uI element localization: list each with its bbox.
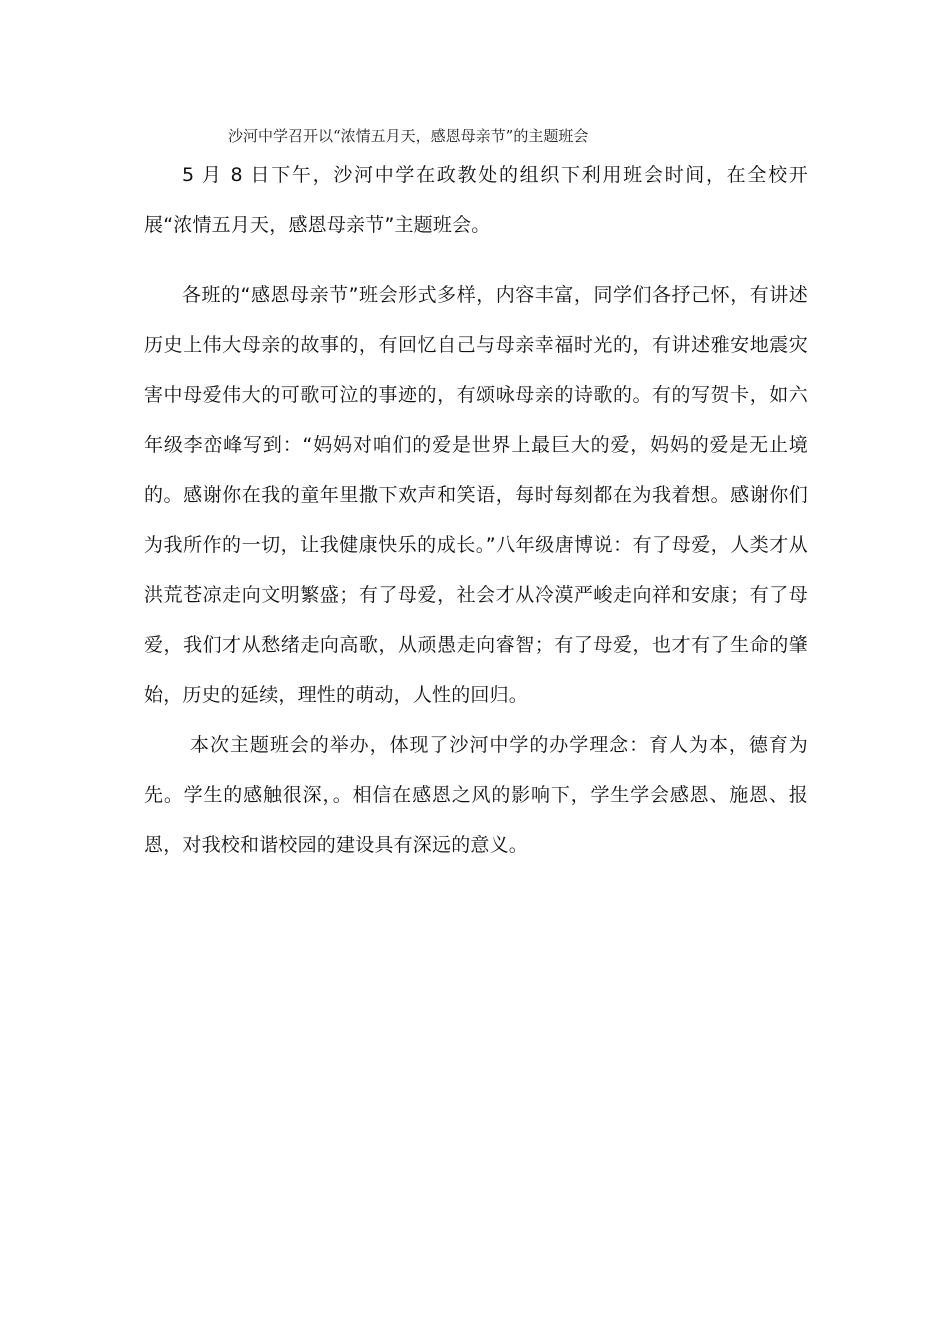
- paragraph-intro: 5 月 8 日下午，沙河中学在政教处的组织下利用班会时间，在全校开展“浓情五月天，感恩母亲节”主题班会。: [144, 164, 808, 236]
- document-title: 沙河中学召开以“浓情五月天，感恩母亲节”的主题班会: [228, 127, 589, 145]
- paragraph-conclusion: 本次主题班会的举办，体现了沙河中学的办学理念：育人为本，德育为先。学生的感触很深，。相信在感恩之风的影响下，学生学会感恩、施恩、报恩，对我校和谐校园的建设具有深远的意义。: [144, 734, 808, 856]
- paragraph-activities: 各班的“感恩母亲节”班会形式多样，内容丰富，同学们各抒己怀，有讲述历史上伟大母亲的故事的，有回忆自己与母亲幸福时光的，有讲述雅安地震灾害中母爱伟大的可歌可泣的事迹的，有颂咏母亲的诗歌的。有的写贺卡，如六年级李峦峰写到：“妈妈对咱们的爱是世界上最巨大的爱，妈妈的爱是无止境的。感谢你在我的童年里撒下欢声和笑语，每时每刻都在为我着想。感谢你们为我所作的一切，让我健康快乐的成长。”八年级唐博说：有了母爱，人类才从洪荒苍凉走向文明繁盛；有了母爱，社会才从冷漠严峻走向祥和安康；有了母爱，我们才从愁绪走向高歌，从顽愚走向睿智；有了母爱，也才有了生命的肇始，历史的延续，理性的萌动，人性的回归。: [144, 284, 808, 706]
